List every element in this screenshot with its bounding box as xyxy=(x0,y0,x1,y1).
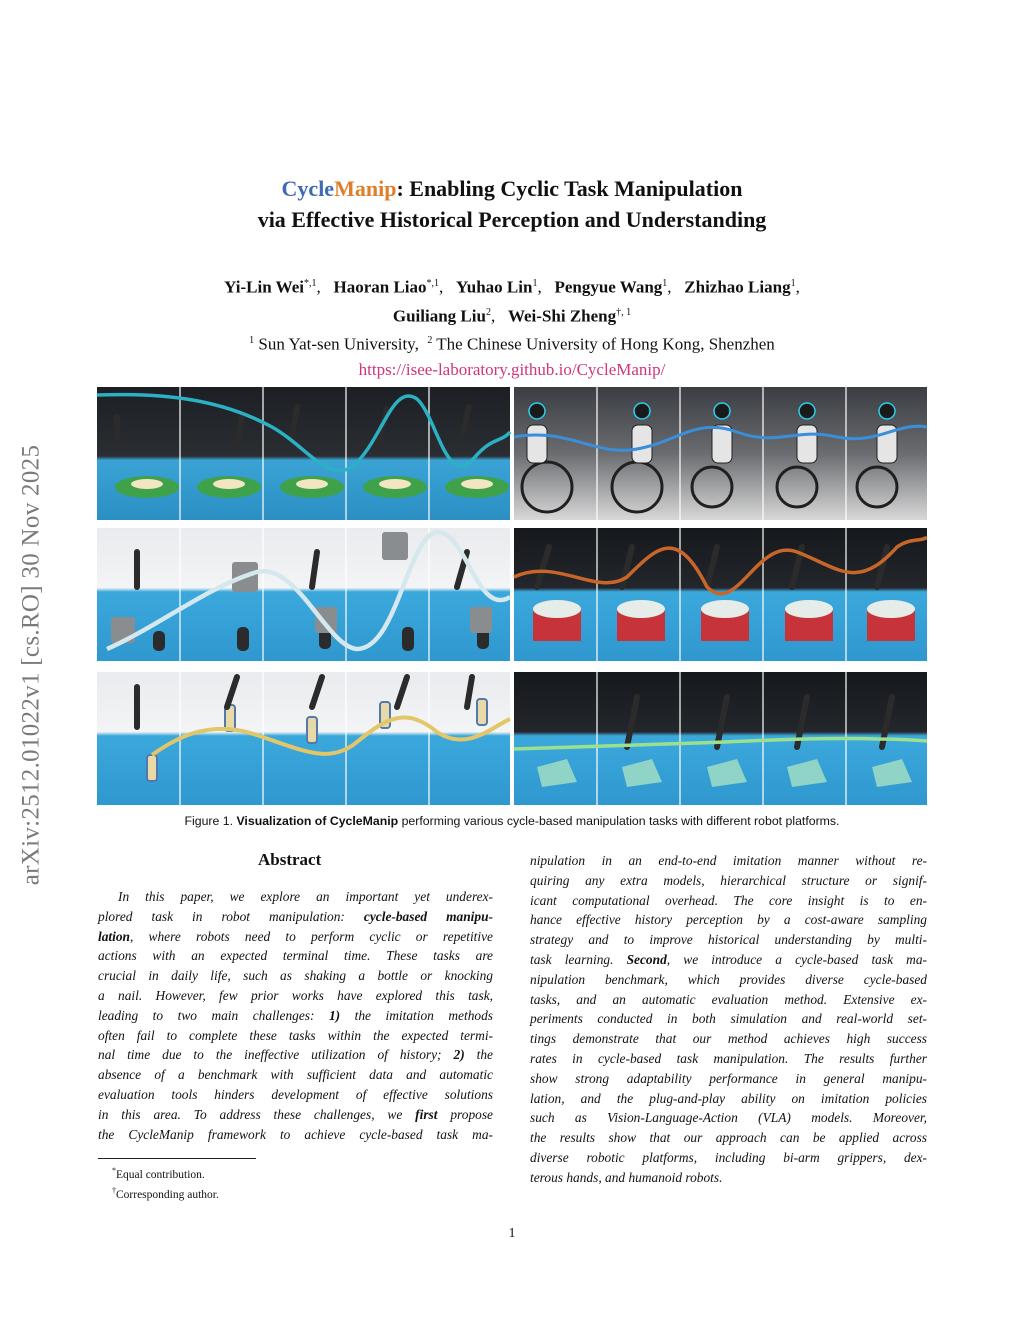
footnote-equal xyxy=(112,1163,219,1183)
abstract-line: strategy and to improve historical understanding by multi- xyxy=(530,932,927,948)
author-name: Wei-Shi Zheng xyxy=(507,306,617,326)
author-line-1: Yi-Lin Wei$^{*,1}$, Haoran Liao$^{*,1}$, Yuhao Lin$^1$, Pengyue Wang$^1$, Zhizhao Liang$^1$, xyxy=(224,277,800,297)
abstract-line: often fail to complete these tasks within the expected termi- xyxy=(98,1027,493,1043)
abstract-line: hance effective history perception by a cost-aware sampling xyxy=(530,912,927,928)
footnote-text: Corresponding author. xyxy=(116,1188,219,1201)
abstract-line: diverse robotic platforms, including bi-arm grippers, dex- xyxy=(530,1149,927,1165)
author-name: Haoran Liao xyxy=(333,277,427,297)
author-name: Zhizhao Liang xyxy=(684,277,791,297)
abstract-line: task learning. Second, we introduce a cycle-based task ma- xyxy=(530,951,927,967)
abstract-line: periments conducted in both simulation and real-world set- xyxy=(530,1011,927,1027)
author-sup: 1 xyxy=(790,278,796,289)
abstract-line: nipulation benchmark, which provides diverse cycle-based xyxy=(530,971,927,987)
author-block xyxy=(0,271,1024,382)
author-name: Pengyue Wang xyxy=(554,277,663,297)
author-name: Yuhao Lin xyxy=(456,277,533,297)
abstract-line: tasks, and an automatic evaluation method. Extensive ex- xyxy=(530,991,927,1007)
abstract-line: lation, where robots need to perform cyclic or repetitive xyxy=(98,928,493,944)
abstract-line: show strong adaptability performance in general manipu- xyxy=(530,1070,927,1086)
title-line-2: via Effective Historical Perception and Understanding xyxy=(257,207,767,232)
footnote-divider xyxy=(98,1158,256,1159)
abstract-line: nipulation in an end-to-end imitation manner without re- xyxy=(530,853,927,868)
abstract-line: plored task in robot manipulation: cycle-based manipu- xyxy=(98,908,493,924)
arxiv-sidebar-stamp xyxy=(10,370,52,960)
paper-title xyxy=(0,173,1024,235)
footnotes xyxy=(112,1163,219,1203)
title-cycle: Cycle xyxy=(281,176,335,201)
abstract-line: lation, and the plug-and-play ability on imitation policies xyxy=(530,1090,927,1106)
aff-sup: 1 xyxy=(249,335,255,347)
abstract-line: icant computational overhead. The core insight is to en- xyxy=(530,892,927,908)
figure-1-image-grid xyxy=(97,387,927,805)
figure-caption xyxy=(0,814,1024,828)
arxiv-id: arXiv:2512.01022v1 [cs.RO] 30 Nov 2025 xyxy=(17,444,44,886)
title-manip: Manip xyxy=(334,176,397,201)
title-rest: : Enabling Cyclic Task Manipulation xyxy=(396,176,743,201)
author-sup: *,1 xyxy=(426,278,440,289)
page-number: 1 xyxy=(508,1226,516,1241)
abstract-heading: Abstract xyxy=(258,850,322,869)
aff-sup: 2 xyxy=(427,335,433,347)
caption-bold: Visualization of CycleManip xyxy=(236,814,399,828)
abstract-line: actions with an expected terminal time. These tasks are xyxy=(98,948,493,964)
abstract-line: rates in cycle-based task manipulation. The results further xyxy=(530,1050,927,1066)
author-sup: 1 xyxy=(532,278,538,289)
caption-rest: performing various cycle-based manipulation tasks with different robot platforms. xyxy=(401,814,840,828)
author-name: Guiliang Liu xyxy=(392,306,486,326)
abstract-line: the results show that our approach can be applied across xyxy=(530,1130,927,1146)
author-sup: 1 xyxy=(662,278,668,289)
abstract-line: quiring any extra models, hierarchical structure or signif- xyxy=(530,872,927,888)
footnote-corresponding xyxy=(112,1183,219,1203)
author-line-2: Guiliang Liu$^2$, Wei-Shi Zheng$^{\dagger, 1}$ xyxy=(392,306,632,326)
author-sup: *,1 xyxy=(303,278,317,289)
footnote-symbol: † xyxy=(112,1185,116,1195)
author-sup: 2 xyxy=(485,306,491,318)
abstract-line: nal time due to the ineffective utilization of history; 2) the xyxy=(98,1047,493,1063)
footnote-text: Equal contribution. xyxy=(116,1168,205,1181)
author-sup: †, 1 xyxy=(616,306,632,318)
footnote-symbol: * xyxy=(112,1166,116,1175)
abstract-line: a nail. However, few prior works have explored this task, xyxy=(98,987,493,1003)
affiliation-2: The Chinese University of Hong Kong, Shenzhen xyxy=(436,334,775,354)
abstract-line: the CycleManip framework to achieve cycle-based task ma- xyxy=(98,1126,493,1142)
affiliation-1: Sun Yat-sen University, xyxy=(258,334,419,354)
abstract-line: evaluation tools hinders development of effective solutions xyxy=(98,1086,493,1102)
abstract-line: In this paper, we explore an important yet underex- xyxy=(118,889,493,904)
project-url-link[interactable]: https://isee-laboratory.github.io/CycleManip/ xyxy=(358,359,666,379)
abstract-right-column xyxy=(530,851,927,1188)
abstract-line: leading to two main challenges: 1) the imitation methods xyxy=(98,1007,493,1023)
abstract-line: terous hands, and humanoid robots. xyxy=(530,1169,723,1185)
abstract-line: in this area. To address these challenges, we first propose xyxy=(98,1106,493,1122)
abstract-line: such as Vision-Language-Action (VLA) models. Moreover, xyxy=(530,1110,927,1126)
caption-prefix: Figure 1. xyxy=(184,814,234,828)
affiliations xyxy=(0,328,1024,357)
title-line-1 xyxy=(0,173,1024,204)
abstract-line: crucial in daily life, such as shaking a bottle or knocking xyxy=(98,968,493,984)
abstract-line: absence of a benchmark with sufficient data and automatic xyxy=(98,1067,493,1083)
abstract-left-column xyxy=(98,887,493,1144)
author-name: Yi-Lin Wei xyxy=(224,277,304,297)
abstract-line: tings demonstrate that our method achieves high success xyxy=(530,1031,927,1047)
